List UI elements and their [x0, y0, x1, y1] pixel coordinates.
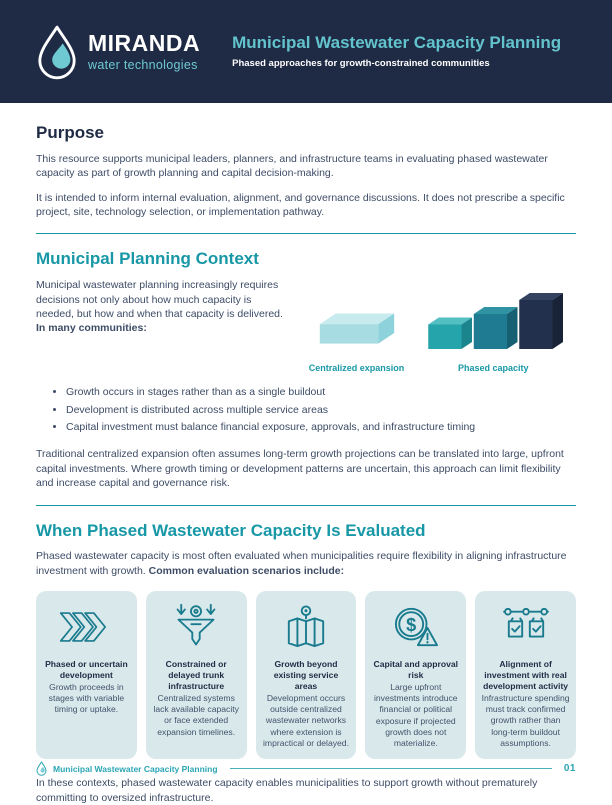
planning-closing-paragraph: Traditional centralized expansion often assumes long-term growth projections can be translated into large, upfront capital investments. Where growth timing or development patterns are uncertain, this approach can limit flexibility and increase capital and governance risk.: [36, 448, 564, 490]
page-content: [0, 103, 612, 805]
card-body: Centralized systems lack available capacity or face extended expansion timelines.: [153, 693, 239, 737]
scenario-cards-row: [36, 591, 576, 759]
planning-context-intro: [36, 278, 290, 336]
timeline-check-icon: [481, 604, 570, 650]
capacity-diagram: [290, 278, 576, 373]
planning-context-row: [36, 278, 576, 373]
dollar-risk-icon: [371, 604, 460, 650]
list-item: • Growth occurs in stages rather than as a single buildout: [66, 385, 576, 400]
footer-title: Municipal Wastewater Capacity Planning: [53, 763, 218, 774]
scenario-card-investment-alignment: [475, 591, 576, 759]
card-title: Constrained or delayed trunk infrastructure: [165, 659, 227, 692]
centralized-expansion-figure: [303, 294, 411, 373]
planning-intro-bold: In many communities:: [36, 322, 147, 335]
scenario-card-trunk-infrastructure: [146, 591, 247, 759]
evaluation-intro: [36, 549, 576, 578]
card-body: Development occurs outside centralized wastewater networks where extension is impractical or delayed.: [263, 693, 349, 748]
centralized-expansion-label: Centralized expansion: [308, 363, 405, 374]
header-banner: [0, 0, 612, 103]
phased-cubes-icon: [423, 286, 563, 356]
purpose-paragraph-2: It is intended to inform internal evaluation, alignment, and governance discussions. It does not prescribe a specific project, site, technology selection, or implementation pathway.: [36, 191, 565, 218]
page-footer: [36, 761, 576, 776]
card-body: Infrastructure spending must track confirmed growth rather than long-term buildout assumptions.: [481, 693, 570, 748]
card-title: Capital and approval risk: [373, 659, 459, 681]
scenario-card-capital-risk: [365, 591, 466, 759]
purpose-heading: Purpose: [36, 123, 105, 142]
phased-capacity-figure: [423, 286, 563, 373]
purpose-paragraph-1: This resource supports municipal leaders, planners, and infrastructure teams in evaluating phased wastewater capacity as part of growth planning and capital decision-making.: [36, 152, 548, 180]
page-number: 01: [563, 763, 576, 774]
footer-rule: [230, 768, 552, 769]
section-purpose: [36, 123, 576, 219]
evaluation-heading: When Phased Wastewater Capacity Is Evaluated: [36, 520, 426, 540]
water-drop-logo-icon: [36, 24, 78, 80]
centralized-box-icon: [303, 294, 411, 356]
brand-name: MIRANDA: [88, 29, 201, 56]
planning-context-heading: Municipal Planning Context: [36, 249, 259, 269]
footer-drop-icon: [36, 761, 47, 776]
card-title: Phased or uncertain development: [45, 659, 128, 681]
section-divider: [36, 233, 576, 234]
map-pin-icon: [262, 604, 351, 650]
card-body: Large upfront investments introduce financial or political exposure if projected growth does not materialize.: [373, 682, 458, 748]
chevrons-icon: [42, 604, 131, 650]
planning-intro-text: Municipal wastewater planning increasingly requires decisions not only about how much capacity is needed, but how and when that capacity is delivered.: [36, 279, 283, 320]
list-item: • Development is distributed across multiple service areas: [66, 403, 576, 418]
evaluation-intro-bold: Common evaluation scenarios include:: [148, 564, 345, 577]
card-title: Growth beyond existing service areas: [273, 659, 339, 692]
scenario-card-service-areas: [256, 591, 357, 759]
document-title: Municipal Wastewater Capacity Planning: [232, 33, 562, 53]
scenario-card-phased-development: [36, 591, 137, 759]
brand-text: [88, 29, 201, 72]
section-divider: [36, 505, 576, 506]
evaluation-closing-paragraph: In these contexts, phased wastewater capacity enables municipalities to support growth without prematurely committing to oversized infrastructure.: [36, 777, 538, 804]
document-subtitle: Phased approaches for growth-constrained communities: [232, 57, 490, 69]
list-item: • Capital investment must balance financial exposure, approvals, and infrastructure timing: [66, 420, 576, 435]
svg-text:$: $: [405, 614, 417, 635]
evaluation-intro-text: Phased wastewater capacity is most often evaluated when municipalities require flexibility in aligning infrastructure investment with growth.: [36, 550, 567, 577]
brand-logo: [36, 24, 200, 80]
section-planning-context: [36, 249, 576, 490]
phased-capacity-label: Phased capacity: [457, 363, 529, 374]
funnel-gear-icon: [152, 604, 241, 650]
brand-tagline: water technologies: [88, 57, 198, 72]
header-titles: [226, 34, 561, 69]
card-body: Growth proceeds in stages with variable timing or uptake.: [48, 682, 125, 715]
card-title: Alignment of investment with real development activity: [483, 659, 569, 692]
planning-bullet-list: [36, 385, 576, 435]
